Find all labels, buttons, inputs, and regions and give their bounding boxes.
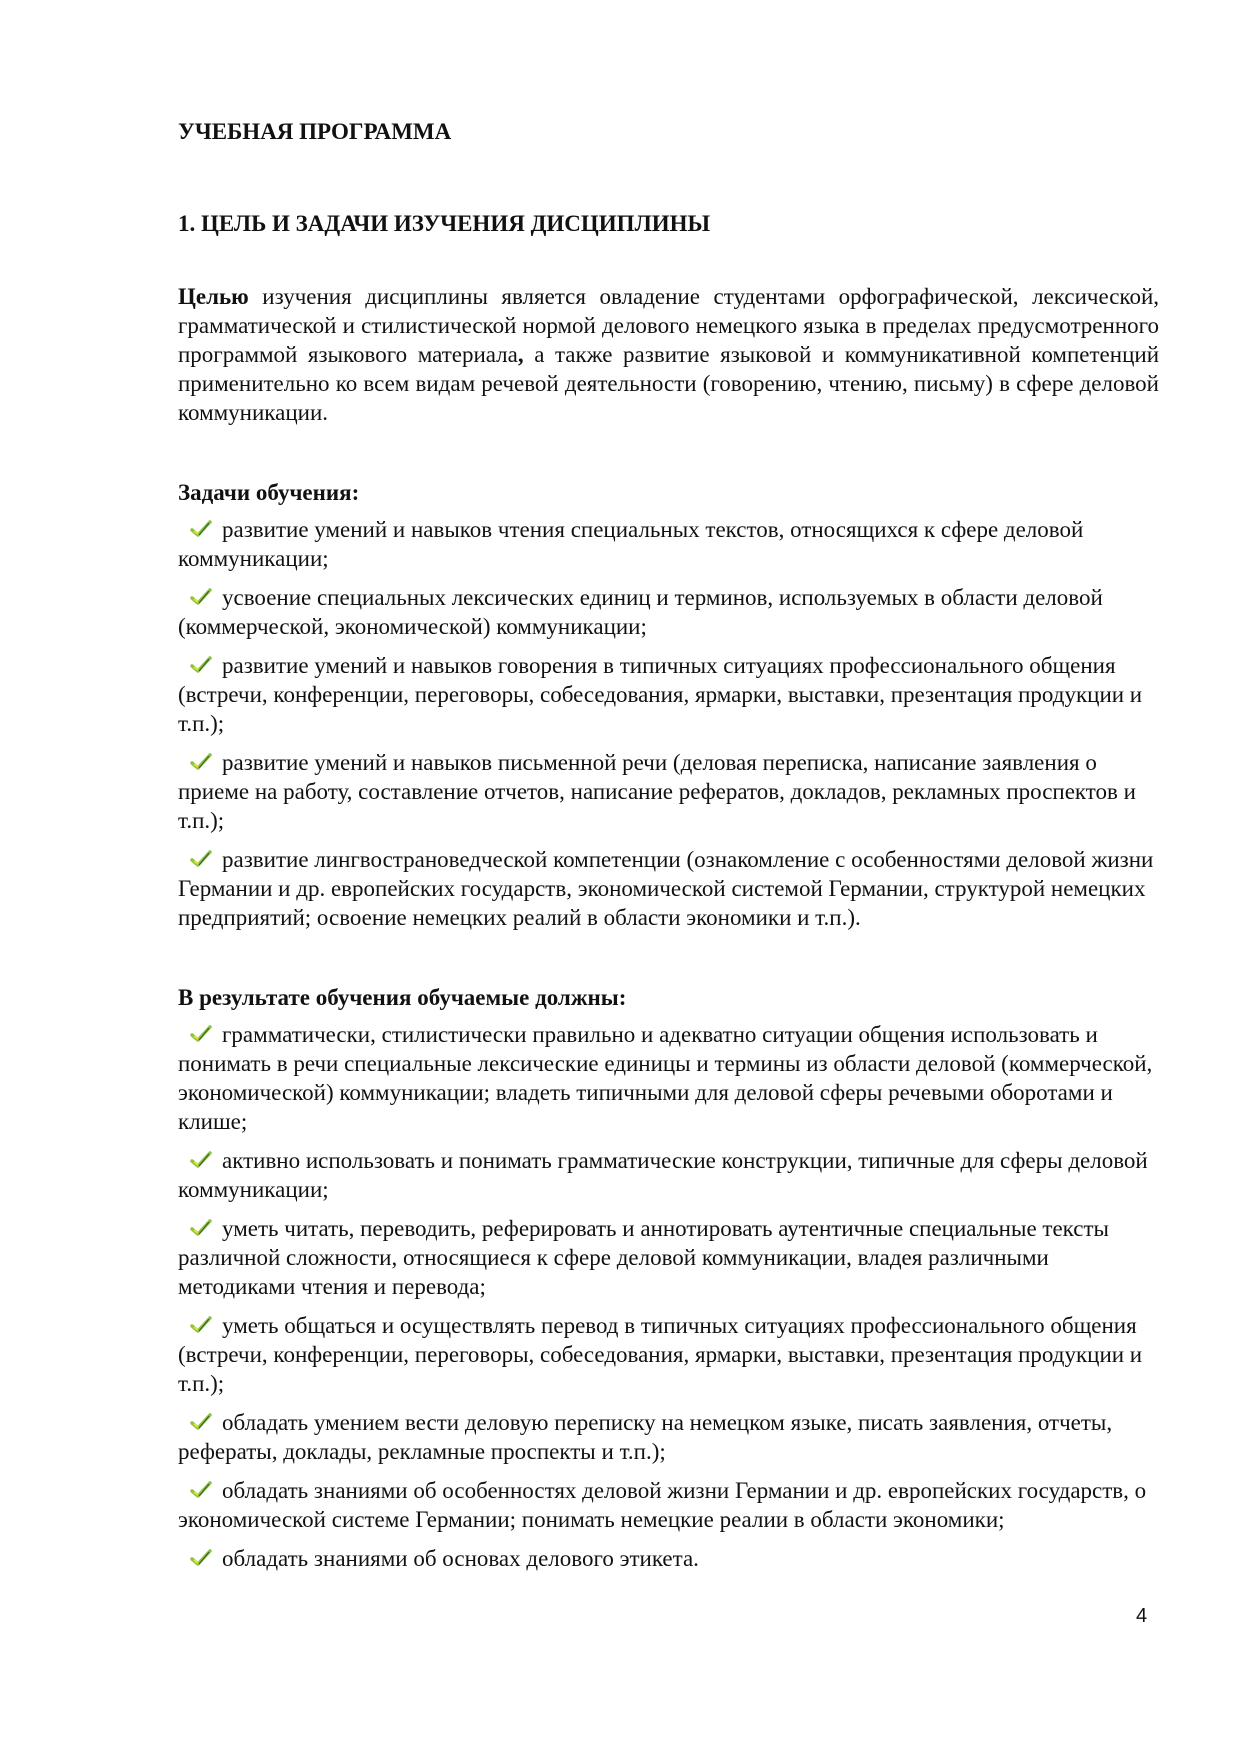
goal-text-b: а также развитие языковой и коммуникативной компетенций применительно ко всем видам речевой деятельности (говорению, чтению, письму) в сфере деловой коммуникации. [178, 342, 1159, 425]
list-item [178, 845, 1159, 932]
checkmark-icon [190, 655, 212, 675]
checkmark-icon [190, 1024, 212, 1044]
checkmark-icon [190, 1150, 212, 1170]
list-item [178, 1544, 1159, 1573]
checkmark-icon [190, 1548, 212, 1568]
result-text: активно использовать и понимать грамматические конструкции, типичные для сферы деловой коммуникации; [178, 1148, 1148, 1202]
page-content [178, 118, 1159, 1583]
results-heading: В результате обучения обучаемые должны: [178, 985, 627, 1010]
list-item [178, 1146, 1159, 1204]
list-item [178, 583, 1159, 641]
result-text: обладать знаниями об особенностях деловой жизни Германии и др. европейских государств, о экономической системе Германии; понимать немецкие реалии в области экономики; [178, 1478, 1147, 1532]
checkmark-icon [190, 587, 212, 607]
checkmark-icon [190, 1480, 212, 1500]
document-title: УЧЕБНАЯ ПРОГРАММА [178, 119, 452, 144]
goal-lead: Целью [178, 284, 249, 309]
result-text: уметь читать, переводить, реферировать и аннотировать аутентичные специальные тексты различной сложности, относящиеся к сфере деловой коммуникации, владея различными методиками чтения и перевода; [178, 1216, 1109, 1299]
goal-comma: , [517, 342, 524, 367]
page-number: 4 [1136, 1605, 1148, 1627]
result-text: обладать умением вести деловую переписку на немецком языке, писать заявления, отчеты, рефераты, доклады, рекламные проспекты и т.п.); [178, 1410, 1113, 1464]
list-item [178, 1020, 1159, 1136]
tasks-heading: Задачи обучения: [178, 480, 360, 505]
checkmark-icon [190, 752, 212, 772]
result-text: грамматически, стилистически правильно и адекватно ситуации общения использовать и понимать в речи специальные лексические единицы и термины из области деловой (коммерческой, экономической) коммуникации; владеть типичными для деловой сферы речевыми оборотами и клише; [178, 1022, 1153, 1134]
task-text: развитие лингвострановедческой компетенции (ознакомление с особенностями деловой жизни Германии и др. европейских государств, экономической системой Германии, структурой немецких предприятий; освоение немецких реалий в области экономики и т.п.). [178, 847, 1154, 930]
list-item [178, 748, 1159, 835]
section-heading: 1. ЦЕЛЬ И ЗАДАЧИ ИЗУЧЕНИЯ ДИСЦИПЛИНЫ [178, 211, 711, 236]
list-item [178, 1408, 1159, 1466]
list-item [178, 1476, 1159, 1534]
checkmark-icon [190, 1218, 212, 1238]
task-text: развитие умений и навыков письменной речи (деловая переписка, написание заявления о приеме на работу, составление отчетов, написание рефератов, докладов, рекламных проспектов и т.п.); [178, 750, 1136, 833]
goal-paragraph [178, 282, 1159, 427]
list-item [178, 515, 1159, 573]
list-item [178, 1311, 1159, 1398]
checkmark-icon [190, 519, 212, 539]
checkmark-icon [190, 1315, 212, 1335]
result-text: обладать знаниями об основах делового этикета. [222, 1546, 699, 1571]
tasks-list [178, 515, 1159, 932]
task-text: усвоение специальных лексических единиц и терминов, используемых в области деловой (коммерческой, экономической) коммуникации; [178, 585, 1103, 639]
task-text: развитие умений и навыков говорения в типичных ситуациях профессионального общения (встречи, конференции, переговоры, собеседования, ярмарки, выставки, презентация продукции и т.п.); [178, 653, 1143, 736]
list-item [178, 651, 1159, 738]
checkmark-icon [190, 1412, 212, 1432]
results-list [178, 1020, 1159, 1573]
goal-text-a: изучения дисциплины является овладение студентами орфографической, лексической, грамматической и стилистической нормой делового немецкого языка в пределах предусмотренного программой языкового материала [178, 284, 1159, 367]
list-item [178, 1214, 1159, 1301]
result-text: уметь общаться и осуществлять перевод в типичных ситуациях профессионального общения (встречи, конференции, переговоры, собеседования, ярмарки, выставки, презентация продукции и т.п.); [178, 1313, 1143, 1396]
checkmark-icon [190, 849, 212, 869]
task-text: развитие умений и навыков чтения специальных текстов, относящихся к сфере деловой коммуникации; [178, 517, 1084, 571]
